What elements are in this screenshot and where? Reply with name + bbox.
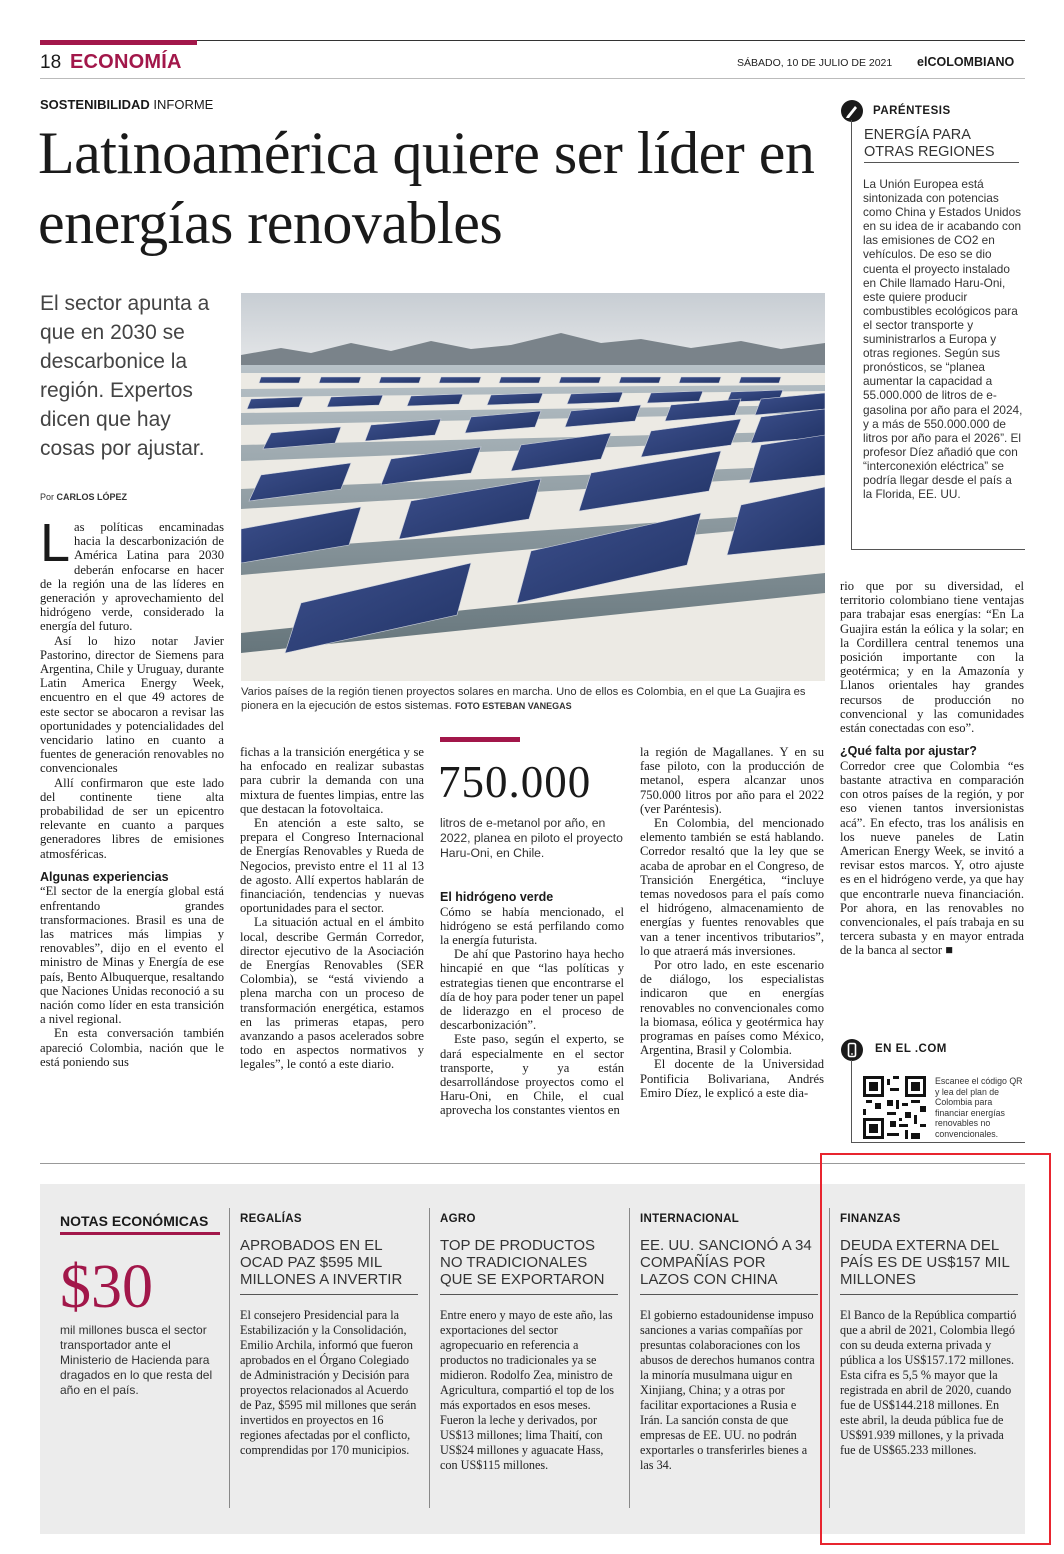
kicker-section: SOSTENIBILIDAD	[40, 97, 150, 112]
kicker-type: INFORME	[149, 97, 214, 112]
qr-code[interactable]	[863, 1076, 926, 1139]
article-headline: Latinoamérica quiere ser líder en energías renovables	[38, 120, 815, 256]
nota-rule	[240, 1294, 418, 1295]
paragraph: Por otro lado, en este escenario de diálogo, los especialistas indicaron que en energías renovables no convencionales como la biomasa, eólica y geotérmica hay programas en países como México, Argentina, Brasil y Colombia.	[640, 958, 824, 1058]
paragraph: Así lo hizo notar Javier Pastorino, director de Siemens para Argentina, Chile y Uruguay, durante Latin America Energy Week, encuentro en el que 49 actores de este sector se abocaron a revisar las oportunidades y potencialidades del vencidario latino en cuanto a fuentes de generación renovables no convencionales	[40, 633, 224, 776]
article-column-1	[40, 513, 224, 1069]
header-rule	[40, 78, 1025, 79]
article-column-3	[440, 890, 624, 1118]
newspaper-brand	[917, 55, 1014, 69]
paragraph-text: Corredor cree que Colombia “es bastante atractiva en comparación con otros países de la región, y por eso vienen tantos inversionistas acá”. En efecto, tras los análisis en los nueve paneles de Latin American Energy Week, se invitó a revisar estos marcos. Y, otro ajuste es en el hidrógeno verde, ya que hay que encontrarle nueva financiación. Por ahora, en las renovables no convencionales, el país trabaja en su tercera subasta y en mayor entrada de la banca al sector	[840, 758, 1024, 958]
end-mark: ■	[945, 943, 953, 958]
paragraph: as políticas encaminadas hacia la descarbonización de América Latina para 2030 deberán enfocarse en hacer de la región una de las líderes en generación y aprovechamiento del hidrógeno verde, considerado la energía del futuro.	[40, 520, 224, 634]
notas-label: NOTAS ECONÓMICAS	[60, 1213, 209, 1229]
article-deck: El sector apunta a que en 2030 se descarbonice la región. Expertos dicen que hay cosas por ajustar.	[40, 292, 210, 460]
paragraph: En Colombia, del mencionado elemento también se está hablando. Corredor resaltó que la ley que se acaba de aprobar en el Congreso, de Transición Energética, “incluye temas novedosos para el país como el hidrógeno, almacenamiento de energías y fuentes renovables que van a tener incentivos tributarios”, lo que atraerá más inversiones.	[640, 816, 824, 958]
paragraph: El docente de la Universidad Pontificia Bolivariana, Andrés Emiro Díez, le explicó a este dia-	[640, 1057, 824, 1100]
subhead: El hidrógeno verde	[440, 890, 554, 904]
sidebar-body: La Unión Europea está sintonizada con potencias como China y Estados Unidos en su idea de ir acabando con las emisiones de CO2 en vehículos. De eso se dio cuenta el proyecto instalado en Chile llamado Haru-Oni, este quiere producir combustibles ecológicos para el sector transporte y suministrarlos a Europa y otras regiones. Según sus pronósticos, se “planea aumentar la capacidad a 55.000.000 de litros de e-gasolina por año para el 2024, y a más de 550.000.000 de litros por año para el 2026”. El profesor Díez añadió que con “interconexión eléctrica” se podría llegar desde el país a la Florida, EE. UU.	[863, 177, 1023, 502]
notas-label-rule	[60, 1232, 220, 1235]
section-name: ECONOMÍA	[70, 51, 182, 73]
column-divider	[229, 1208, 230, 1508]
nota-regalias	[240, 1213, 418, 1458]
paragraph: fichas a la transición energética y se ha enfocado en realizar subastas para cubrir la demanda con una mixtura de fuentes limpias, entre las que destacan la fotovoltaica.	[240, 745, 424, 816]
article-kicker	[40, 97, 213, 112]
paragraph: En esta conversación también apareció Colombia, nación que le está poniendo sus	[40, 1026, 224, 1069]
solar-panels-photo	[241, 293, 825, 681]
nota-agro	[440, 1213, 618, 1473]
nota-headline: EE. UU. SANCIONÓ A 34 COMPAÑÍAS POR LAZOS CON CHINA	[640, 1237, 812, 1288]
brand-name: COLOMBIANO	[927, 55, 1015, 69]
nota-rule	[440, 1294, 618, 1295]
section-accent-bar	[40, 40, 197, 45]
brand-prefix: el	[917, 55, 928, 69]
nota-headline: APROBADOS EN EL OCAD PAZ $595 MIL MILLONES A INVERTIR	[240, 1237, 403, 1288]
subhead: Algunas experiencias	[40, 869, 169, 884]
paragraph: la región de Magallanes. Y en su fase piloto, con la producción de metanol, espera alcanzar unos 750.000 litros por año para el 2022 (ver Paréntesis).	[640, 745, 824, 816]
nota-rule	[640, 1294, 818, 1295]
nota-body: El Banco de la República compartió que a abril de 2021, Colombia llegó con su deuda externa privada y pública a los US$157.172 millones. Esta cifra es 5,5 % mayor que la registrada en abril de 2020, cuando fue de US$144.218 millones. En este abril, la deuda pública fue de US$91.939 millones, y la privada fue de US$65.233 millones.	[840, 1308, 1017, 1457]
paragraph: “El sector de la energía global está enfrentando grandes transformaciones. Brasil es una de las matrices más limpias y renovables”, dijo en el evento el ministro de Minas y Energía de ese país, Bento Albuquerque, resaltando que Naciones Unidas reconoció a su nación como líder en esta transición a nivel regional.	[40, 884, 224, 1027]
paragraph: De ahí que Pastorino haya hecho hincapié en que “las políticas y estrategias tienen que encontrarse el día de hoy para poder tener un papel de liderazgo en el proceso de descarbonización”.	[440, 947, 624, 1033]
nota-tag: FINANZAS	[840, 1213, 901, 1225]
article-column-4	[640, 745, 824, 1100]
nota-internacional	[640, 1213, 818, 1473]
nota-body: El gobierno estadounidense impuso sanciones a varias compañías por presuntas colaboraciones con los abusos de derechos humanos contra la minoría musulmana uigur en Xinjiang, China; y a otras por facilitar exportaciones a Rusia e Irán. La sanción consta de que empresas de EE. UU. no podrán exportarles o transferirles bienes a las 34.	[640, 1308, 815, 1472]
paragraph: Este paso, según el experto, se dará especialmente en el sector transporte, y ya están desarrollándose proyectos como el Haru-Oni, en Chile, el cual aprovecha los constantes vientos en	[440, 1032, 624, 1118]
nota-tag: INTERNACIONAL	[640, 1213, 740, 1225]
nota-headline: TOP DE PRODUCTOS NO TRADICIONALES QUE SE EXPORTARON	[440, 1237, 605, 1288]
sidebar-title-rule	[864, 162, 1019, 163]
paragraph: En atención a este salto, se prepara el Congreso Internacional de Energías Renovables y Rueda de Negocios, previsto entre el 11 al 13 de agosto. Allí expertos hablarán de financiación, tendencias y nuevas oportunidades para el sector.	[240, 816, 424, 916]
byline-prefix: Por	[40, 492, 57, 502]
nota-tag: REGALÍAS	[240, 1213, 302, 1225]
page-number: 18	[40, 52, 62, 73]
photo-credit: FOTO ESTEBAN VANEGAS	[454, 701, 572, 711]
phone-icon	[841, 1039, 863, 1061]
sidebar-title: ENERGÍA PARA OTRAS REGIONES	[864, 127, 995, 160]
sidebar-label: PARÉNTESIS	[873, 105, 951, 117]
column-divider	[629, 1208, 630, 1508]
article-column-5	[840, 579, 1024, 958]
nota-tag: AGRO	[440, 1213, 476, 1225]
nota-headline: DEUDA EXTERNA DEL PAÍS ES DE US$157 MIL MILLONES	[840, 1237, 1010, 1288]
pen-icon	[841, 100, 863, 122]
issue-date: SÁBADO, 10 DE JULIO DE 2021	[737, 57, 893, 69]
stat-description: litros de e-metanol por año, en 2022, planea en piloto el proyecto Haru-Oni, en Chile.	[440, 816, 623, 860]
notas-amount-description: mil millones busca el sector transportador ante el Ministerio de Hacienda para dragados en lo que resta del año en el país.	[60, 1323, 213, 1397]
paragraph: Cómo se había mencionado, el hidrógeno se está perfilando como la energía futurista.	[440, 904, 624, 947]
paragraph: rio que por su diversidad, el territorio colombiano tiene ventajas para trabajar esas energías: “En La Guajira están la eólica y la solar; en la Cordillera central tenemos una posición importante con la geotérmica; y en la Amazonía y Llanos orientales hay grandes recursos de producción no convencional y las comunidades están conectadas con eso”.	[840, 579, 1024, 736]
stat-accent-bar	[440, 737, 520, 742]
article-column-2	[240, 745, 424, 1072]
photo-caption	[241, 685, 825, 713]
highlight-box	[820, 1153, 1051, 1545]
paragraph: La situación actual en el ámbito local, describe Germán Corredor, director ejecutivo de la Asociación de Energías Renovables (SER Colombia), se “está viviendo a plena marcha con un proceso de transformación energética, estamos en las primeras etapas, pero avanzando a pasos acelerados sobre todo en aspectos normativos y legales”, le contó a este diario.	[240, 915, 424, 1072]
qr-instructions: Escanee el código QR y lea del plan de Colombia para financiar energías renovables no convencionales.	[935, 1076, 1023, 1139]
drop-cap: L	[40, 513, 71, 573]
paragraph	[840, 759, 1024, 958]
subhead: ¿Qué falta por ajustar?	[840, 744, 977, 759]
nota-body: Entre enero y mayo de este año, las exportaciones del sector agropecuario en referencia a productos no tradicionales ya se midieron. Rodolfo Zea, ministro de Agricultura, compartió el top de los más exportados en esos meses. Fueron la leche y derivados, por US$13 millones; lima Thaití, con US$24 millones y aguacate Hass, con US$115 millones.	[440, 1308, 614, 1472]
caption-text: Varios países de la región tienen proyectos solares en marcha. Uno de ellos es Colombia, en el que La Guajira es pionera en la ejecución de estos sistemas.	[241, 686, 806, 712]
paragraph: Allí confirmaron que este lado del continente tiene alta probabilidad de ser un epicentro relevante en cuanto a parques generadores libres de emisiones atmosféricas.	[40, 775, 224, 861]
online-label: EN EL .COM	[875, 1043, 947, 1055]
byline-author: CARLOS LÓPEZ	[56, 492, 128, 502]
notas-amount: $30	[60, 1253, 153, 1321]
stat-number: 750.000	[438, 757, 592, 807]
byline	[40, 492, 127, 502]
column-divider	[429, 1208, 430, 1508]
nota-body: El consejero Presidencial para la Estabilización y la Consolidación, Emilio Archila, informó que fueron aprobados en el Órgano Colegiado de Administración y Decisión para proyectos relacionados al Acuerdo de Paz, $595 mil millones que serán invertidos en proyectos en 16 regiones afectadas por el conflicto, comprendidas por 170 municipios.	[240, 1308, 417, 1457]
